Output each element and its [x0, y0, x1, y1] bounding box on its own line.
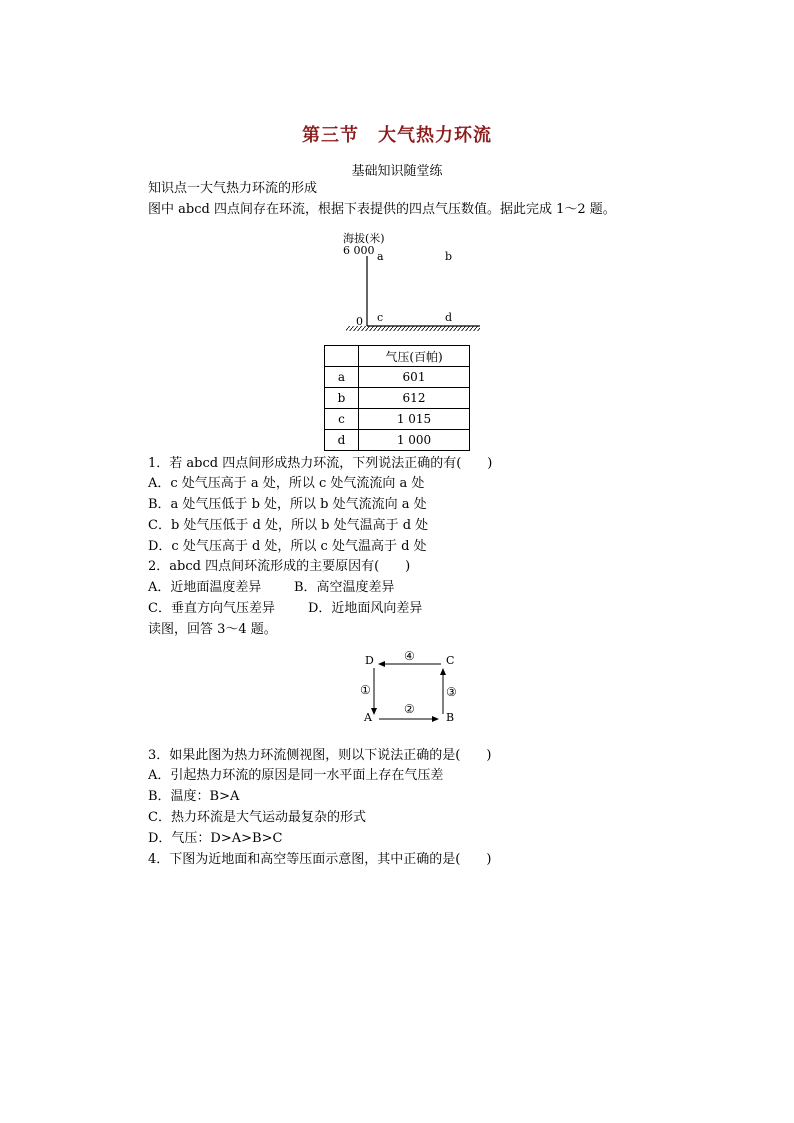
- table-cell-value: 601: [359, 367, 470, 388]
- page-title: 第三节 大气热力环流: [302, 125, 492, 146]
- q1-option-d: D．c 处气压高于 d 处，所以 c 处气温高于 d 处: [148, 539, 427, 554]
- q1-option-a: A．c 处气压高于 a 处，所以 c 处气流流向 a 处: [148, 476, 425, 491]
- altitude-top-value: 6 000: [343, 244, 375, 257]
- table-cell-point: b: [325, 388, 359, 409]
- table-header-pressure: 气压(百帕): [359, 346, 470, 367]
- q2-stem: 2．abcd 四点间环流形成的主要原因有( ): [148, 559, 411, 574]
- q3-option-d: D．气压：D>A>B>C: [148, 831, 283, 846]
- arrow-3-label: ③: [446, 685, 457, 699]
- table-cell-value: 1 000: [359, 430, 470, 451]
- corner-a: A: [364, 711, 372, 724]
- point-c: c: [377, 311, 384, 324]
- altitude-zero: 0: [356, 315, 363, 328]
- corner-b: B: [446, 711, 455, 724]
- q4-stem: 4．下图为近地面和高空等压面示意图，其中正确的是( ): [148, 852, 492, 867]
- q2-option-b: B．高空温度差异: [294, 580, 395, 595]
- table-row: [325, 430, 470, 451]
- table-cell-value: 1 015: [359, 409, 470, 430]
- table-cell-point: a: [325, 367, 359, 388]
- table-cell-value: 612: [359, 388, 470, 409]
- table-cell-point: c: [325, 409, 359, 430]
- q2-option-d: D．近地面风向差异: [308, 601, 423, 616]
- point-b: b: [445, 250, 453, 263]
- arrow-4-label: ④: [404, 649, 415, 663]
- altitude-axis-label: 海拔(米): [343, 232, 385, 245]
- q1-stem: 1．若 abcd 四点间形成热力环流，下列说法正确的有( ): [148, 456, 493, 471]
- pressure-table: [324, 345, 470, 451]
- table-header-empty: [325, 346, 359, 367]
- table-row: [325, 388, 470, 409]
- q1-option-c: C．b 处气压低于 d 处，所以 b 处气温高于 d 处: [148, 518, 429, 533]
- intro-text: 图中 abcd 四点间存在环流，根据下表提供的四点气压数值。据此完成 1～2 题。: [148, 202, 616, 217]
- table-header-row: [325, 346, 470, 367]
- arrow-1-label: ①: [360, 683, 371, 697]
- q3-option-b: B．温度：B>A: [148, 789, 240, 804]
- point-a: a: [377, 250, 384, 263]
- section-heading: 知识点一大气热力环流的形成: [148, 181, 318, 196]
- q1-option-b: B．a 处气压低于 b 处，所以 b 处气流流向 a 处: [148, 497, 427, 512]
- q3-stem: 3．如果此图为热力环流侧视图，则以下说法正确的是( ): [148, 748, 492, 763]
- q2-option-c: C．垂直方向气压差异: [148, 601, 275, 616]
- table-cell-point: d: [325, 430, 359, 451]
- point-d: d: [445, 311, 453, 324]
- ground-hatch: [346, 326, 480, 331]
- table-row: [325, 409, 470, 430]
- q2-option-a: A．近地面温度差异: [148, 580, 262, 595]
- corner-d: D: [365, 654, 374, 667]
- section-subtitle: 基础知识随堂练: [351, 164, 443, 179]
- corner-c: C: [446, 654, 455, 667]
- table-row: [325, 367, 470, 388]
- arrow-2-label: ②: [404, 702, 415, 716]
- read-figure-instruction: 读图，回答 3～4 题。: [148, 622, 277, 637]
- q3-option-a: A．引起热力环流的原因是同一水平面上存在气压差: [148, 768, 444, 783]
- q3-option-c: C．热力环流是大气运动最复杂的形式: [148, 810, 366, 825]
